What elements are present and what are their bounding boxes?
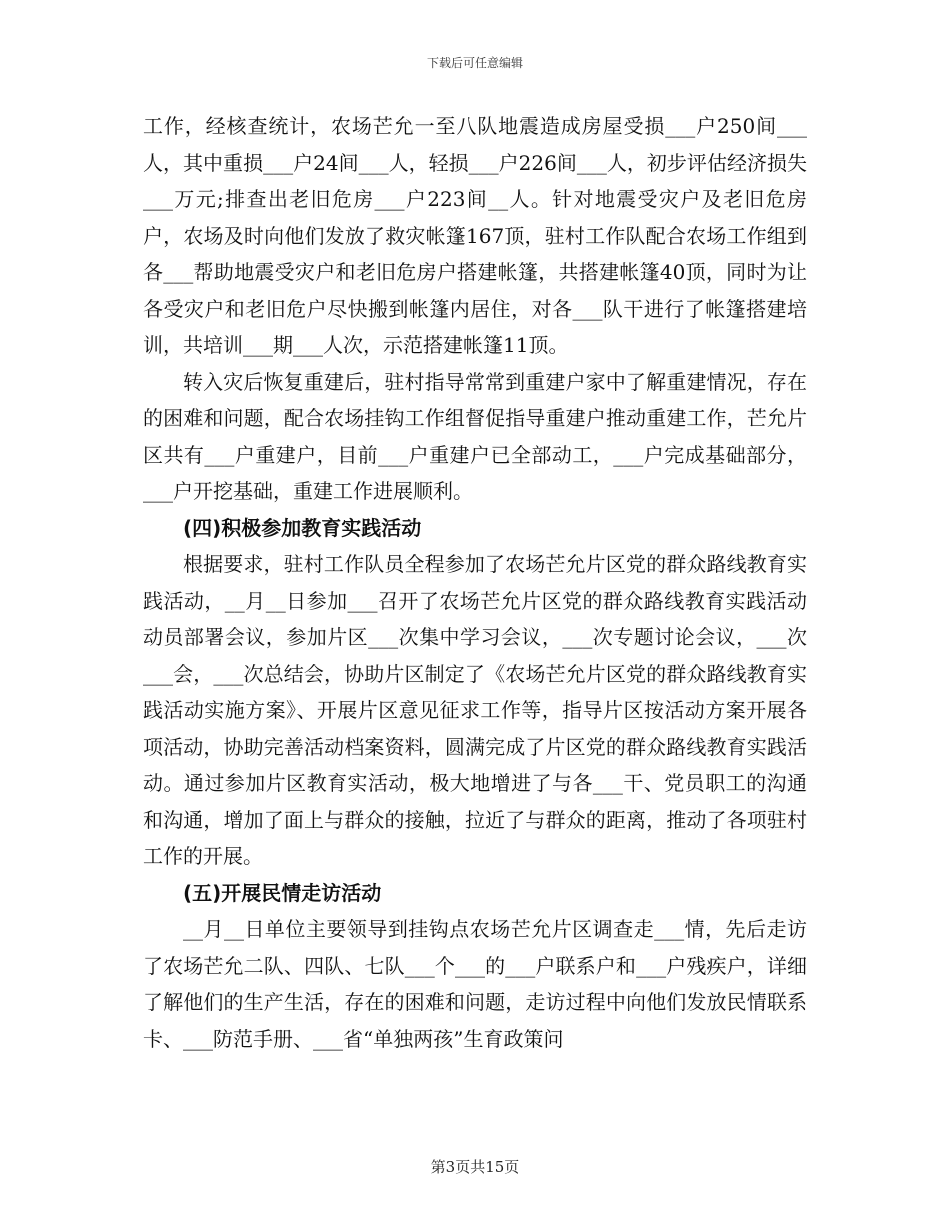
document-body	[143, 108, 807, 1057]
page-header-note: 下载后可任意编辑	[426, 56, 523, 70]
paragraph-disaster-stats: 工作，经核查统计，农场芒允一至八队地震造成房屋受损___户250间___人，其中重损___户24间___人，轻损___户226间___人，初步评估经济损失___万元;排查出老旧危房___户223间__人。针对地震受灾户及老旧危房户，农场及时向他们发放了救灾帐篷167顶，驻村工作队配合农场工作组到各___帮助地震受灾户和老旧危房户搭建帐篷，共搭建帐篷40顶，同时为让各受灾户和老旧危户尽快搬到帐篷内居住，对各___队干进行了帐篷搭建培训，共培训___期___人次，示范搭建帐篷11顶。	[143, 114, 807, 357]
paragraph-education-practice: 根据要求，驻村工作队员全程参加了农场芒允片区党的群众路线教育实践活动，__月__日参加___召开了农场芒允片区党的群众路线教育实践活动动员部署会议，参加片区___次集中学习会议，___次专题讨论会议，___次___会，___次总结会，协助片区制定了《农场芒允片区党的群众路线教育实践活动实施方案》、开展片区意见征求工作等，指导片区按活动方案开展各项活动，协助完善活动档案资料，圆满完成了片区党的群众路线教育实践活动。通过参加片区教育实活动，极大地增进了与各___干、党员职工的沟通和沟通，增加了面上与群众的接触，拉近了与群众的距离，推动了各项驻村工作的开展。	[143, 552, 807, 868]
paragraph-reconstruction: 转入灾后恢复重建后，驻村指导常常到重建户家中了解重建情况，存在的困难和问题，配合农场挂钩工作组督促指导重建户推动重建工作，芒允片区共有___户重建户，目前___户重建户已全部动工，___户完成基础部分，___户开挖基础，重建工作进展顺利。	[143, 369, 807, 503]
section-heading-education-practice: (四)积极参加教育实践活动	[183, 515, 422, 540]
page-number: 第3页共15页	[430, 1158, 520, 1176]
paragraph-public-visits: __月__日单位主要领导到挂钩点农场芒允片区调查走___情，先后走访了农场芒允二队、四队、七队___个___的___户联系户和___户残疾户，详细了解他们的生产生活，存在的困难和问题，走访过程中向他们发放民情联系卡、___防范手册、___省“单独两孩”生育政策问	[143, 917, 807, 1051]
section-heading-public-visits: (五)开展民情走访活动	[183, 880, 382, 905]
